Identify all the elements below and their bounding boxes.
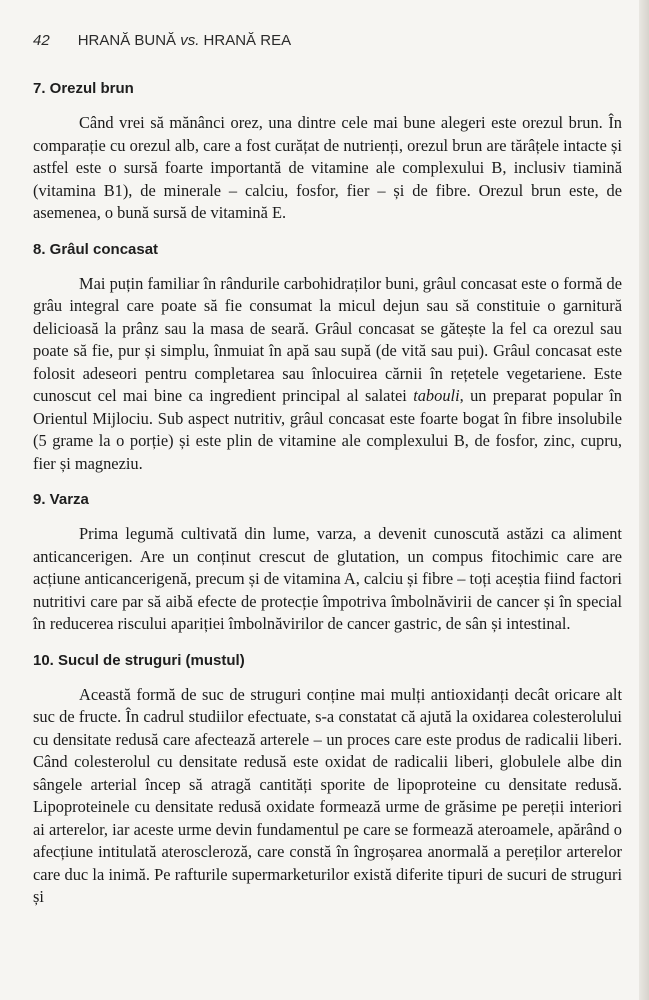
section-paragraph: Această formă de suc de struguri conține mai mulți antioxidanți decât oricare alt suc de fructe. În cadrul studiilor efectuate, s-a constatat că ajută la oxidarea colesterolului cu densitate redusă care afectează arterele – un proces care este produs de radicalii liberi. Când colesterolul cu densitate redusă este oxidat de radicalii liberi, globulele albe din sângele arterial încep să atragă cantități sporite de lipoproteine cu densitate redusă. Lipoproteinele cu densitate redusă oxidate formează urme de grăsime pe pereții interiori ai arterelor, iar aceste urme devin fundamentul pe care se formează ateroamele, apărând o afecțiune intitulată ateroscleroză, care constă în îngroșarea anormală a pereților arterelor care duc la inimă. Pe rafturile supermarketurilor există diferite tipuri de sucuri de struguri și — [33, 684, 622, 906]
page-number: 42 — [33, 32, 50, 49]
section-heading: 9. Varza — [33, 491, 89, 508]
running-header — [33, 32, 291, 49]
section-cabbage — [33, 491, 622, 636]
section-heading: 7. Orezul brun — [33, 80, 134, 97]
section-paragraph: Prima legumă cultivată din lume, varza, a devenit cunoscută astăzi ca aliment anticancerigen. Are un conținut crescut de glutation, un compus fitochimic care are acțiune anticancerigenă, precum și de vitamina A, calciu și fibre – toți aceștia fiind factori nutritivi care par să aibă efecte de protecție împotriva îmbolnăvirii de cancer și în special în reducerea riscului apariției îmbolnăvirilor de cancer gastric, de sân și intestinal. — [33, 524, 622, 633]
paragraph-text-before-italic: Mai puțin familiar în rândurile carbohidraților buni, grâul concasat este o formă de grâu integral care poate să fie consumat la micul dejun sau să constituie o garnitură delicioasă la prânz sau la masa de seară. Grâul concasat se gătește la fel ca orezul sau poate să fie, pur și simplu, înmuiat în apă sau supă (de vită sau pui). Grâul concasat este folosit adeseori pentru completarea sau înlocuirea cărnii în rețetele vegetariene. Este cunoscut cel mai bine ca ingredient principal al salatei — [33, 273, 622, 405]
paragraph-text-after-italic: , un preparat popular în Orientul Mijlociu. Sub aspect nutritiv, grâul concasat este foarte bogat în fibre insolubile (5 grame la o porție) și este plin de vitamine ale complexului B, de fosfor, zinc, cupru, fier și magneziu. — [33, 386, 622, 473]
section-heading: 8. Grâul concasat — [33, 240, 159, 258]
section-cracked-wheat — [33, 241, 622, 476]
section-heading: 10. Sucul de struguri (mustul) — [33, 651, 245, 669]
section-grape-juice — [33, 652, 622, 909]
section-brown-rice — [33, 80, 622, 225]
header-title-part2: HRANĂ REA — [199, 32, 292, 49]
page-edge-shadow — [639, 0, 649, 1000]
header-title-part1: HRANĂ BUNĂ — [77, 32, 181, 49]
page-content — [33, 80, 622, 925]
section-paragraph — [33, 273, 622, 476]
section-paragraph: Când vrei să mănânci orez, una dintre cele mai bune alegeri este orezul brun. În comparație cu orezul alb, care a fost curățat de nutrienți, orezul brun are tărâțele intacte și astfel este o sursă foarte importantă de vitamine ale complexului B, inclusiv tiamină (vitamina B1), de minerale – calciu, fosfor, fier – și de fibre. Orezul brun este, de asemenea, o bună sursă de vitamină E. — [33, 113, 622, 222]
header-title-vs: vs. — [180, 32, 200, 49]
italic-term: tabouli — [413, 386, 460, 405]
